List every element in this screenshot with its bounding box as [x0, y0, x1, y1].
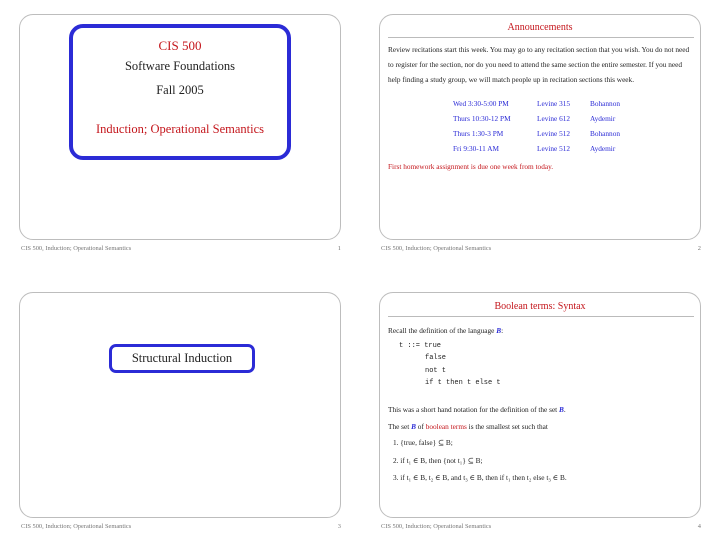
defined-term: boolean terms	[425, 422, 467, 431]
title-box	[69, 24, 291, 160]
slide-3	[19, 292, 341, 518]
footer-text: CIS 500, Induction; Operational Semantics	[381, 245, 492, 252]
slide-footer	[381, 245, 701, 252]
slide-footer	[381, 523, 701, 530]
page-number: 1	[337, 245, 341, 252]
lecture-topic: Induction; Operational Semantics	[95, 122, 264, 136]
shorthand-note: This was a short hand notation for the definition of the set B.	[388, 405, 566, 414]
footer-text: CIS 500, Induction; Operational Semantics	[21, 523, 132, 530]
recitation-room: Levine 612	[537, 114, 571, 123]
slide-footer	[21, 245, 341, 252]
footer-text: CIS 500, Induction; Operational Semantics	[21, 245, 132, 252]
course-subject: Software Foundations	[124, 59, 236, 73]
recall-line: Recall the definition of the language B:	[388, 326, 504, 335]
page-number: 4	[697, 523, 701, 530]
recitation-room: Levine 315	[537, 99, 571, 108]
slide-title: Boolean terms: Syntax	[494, 301, 586, 312]
recitation-time: Thurs 10:30-12 PM	[453, 114, 511, 123]
grammar-line: t ::= true	[399, 342, 442, 350]
course-number: CIS 500	[158, 38, 202, 53]
recitation-time: Fri 9:30-11 AM	[453, 144, 499, 153]
rule-item: 3. if t₁ ∈ B, t₂ ∈ B, and t₃ ∈ B, then if t₁ then t₂ else t₃ ∈ B.	[393, 473, 567, 482]
title-rule	[388, 37, 694, 38]
section-title-box	[109, 344, 255, 373]
recitation-room: Levine 512	[537, 129, 571, 138]
footer-text: CIS 500, Induction; Operational Semantics	[381, 523, 492, 530]
recitation-leader: Aydemir	[590, 114, 616, 123]
title-rule	[388, 316, 694, 317]
recitation-room: Levine 512	[537, 144, 571, 153]
recitation-leader: Bohannon	[590, 99, 620, 108]
grammar-line: not t	[425, 367, 447, 375]
definition-line: The set B of boolean terms is the smallest set such that	[388, 422, 548, 431]
homework-note: First homework assignment is due one week from today.	[388, 162, 554, 171]
recitation-time: Wed 3:30-5:00 PM	[453, 99, 509, 108]
slide-title: Announcements	[507, 22, 573, 33]
grammar-line: false	[425, 354, 447, 362]
recitation-time: Thurs 1:30-3 PM	[453, 129, 504, 138]
course-term: Fall 2005	[156, 83, 204, 97]
page-number: 2	[697, 245, 701, 252]
section-title: Structural Induction	[131, 351, 233, 365]
slide-footer	[21, 523, 341, 530]
announcement-text: Review recitations start this week. You may go to any recitation section that you wish. You do not need to register for the section, nor do you need to attend the same section the entire semester. If you need help finding a study group, we will match people up in recitation sections this week.	[388, 45, 690, 84]
rule-item: 1. {true, false} ⊆ B;	[393, 438, 453, 447]
rule-item: 2. if t₁ ∈ B, then {not t₁} ⊆ B;	[393, 456, 483, 465]
grammar-line: if t then t else t	[425, 379, 501, 387]
page-number: 3	[337, 523, 341, 530]
recitation-leader: Aydemir	[590, 144, 616, 153]
set-b-symbol: B	[496, 326, 502, 335]
recitation-leader: Bohannon	[590, 129, 620, 138]
